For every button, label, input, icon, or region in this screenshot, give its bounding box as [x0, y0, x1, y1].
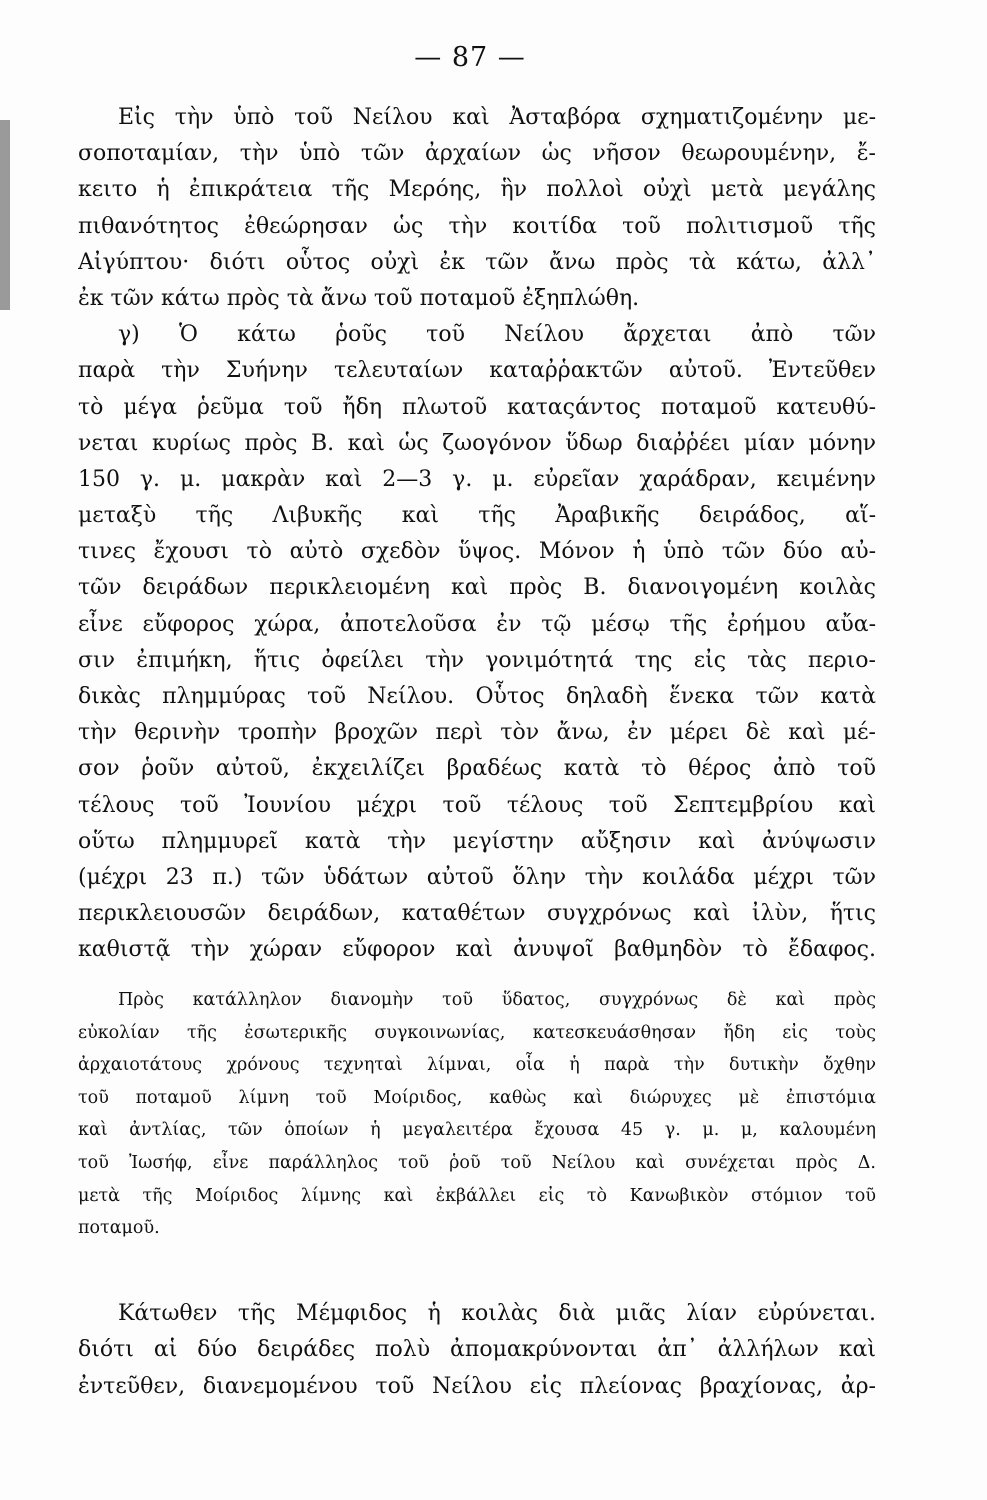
- text-line: Κάτωθεν τῆς Μέμφιδος ἡ κοιλὰς διὰ μιᾶς λίαν εὐρύνεται.: [118, 1301, 876, 1326]
- text-line: 150 γ. μ. μακρὰν καὶ 2—3 γ. μ. εὐρεῖαν χαράδραν, κειμένην: [78, 466, 876, 492]
- text-line: δικὰς πλημμύρας τοῦ Νείλου. Οὗτος δηλαδὴ ἕνεκα τῶν κατὰ: [78, 684, 876, 709]
- text-line: καθιστᾷ τὴν χώραν εὔφορον καὶ ἀνυψοῖ βαθμηδὸν τὸ ἔδαφος.: [78, 937, 876, 963]
- text-line: νεται κυρίως πρὸς Β. καὶ ὡς ζωογόνον ὕδωρ διαῤῥέει μίαν μόνην: [78, 430, 876, 456]
- text-line: ἐντεῦθεν, διανεμομένου τοῦ Νείλου εἰς πλείονας βραχίονας, ἀρ-: [78, 1373, 876, 1399]
- main-paragraph: [78, 100, 876, 969]
- text-line: Αἰγύπτου· διότι οὗτος οὐχὶ ἐκ τῶν ἄνω πρὸς τὰ κάτω, ἀλλ᾽: [78, 249, 876, 275]
- page-edge-shadow: [0, 120, 10, 310]
- text-line: τοῦ ποταμοῦ λίμνη τοῦ Μοίριδος, καθὼς καὶ διώρυχες μὲ ἐπιστόμια: [78, 1087, 876, 1108]
- text-line: σοποταμίαν, τὴν ὑπὸ τῶν ἀρχαίων ὡς νῆσον θεωρουμένην, ἔ-: [78, 141, 876, 167]
- text-line: Πρὸς κατάλληλον διανομὴν τοῦ ὕδατος, συγχρόνως δὲ καὶ πρὸς: [118, 990, 876, 1010]
- text-line: ἐκ τῶν κάτω πρὸς τὰ ἄνω τοῦ ποταμοῦ ἐξηπλώθη.: [78, 285, 640, 311]
- text-line: τὴν θερινὴν τροπὴν βροχῶν περὶ τὸν ἄνω, ἐν μέρει δὲ καὶ μέ-: [78, 720, 876, 746]
- text-line: σον ῥοῦν αὐτοῦ, ἐκχειλίζει βραδέως κατὰ τὸ θέρος ἀπὸ τοῦ: [78, 756, 876, 782]
- text-line: πιθανότητος ἐθεώρησαν ὡς τὴν κοιτίδα τοῦ πολιτισμοῦ τῆς: [78, 213, 876, 239]
- text-line: διότι αἱ δύο δειράδες πολὺ ἀπομακρύνονται ἀπ᾽ ἀλλήλων καὶ: [78, 1337, 876, 1363]
- text-line: οὕτω πλημμυρεῖ κατὰ τὴν μεγίστην αὔξησιν καὶ ἀνύψωσιν: [78, 828, 876, 854]
- text-line: μετὰ τῆς Μοίριδος λίμνης καὶ ἐκβάλλει εἰς τὸ Κανωβικὸν στόμιον τοῦ: [78, 1185, 876, 1206]
- text-line: Εἰς τὴν ὑπὸ τοῦ Νείλου καὶ Ἀσταβόρα σχηματιζομένην με-: [118, 105, 876, 130]
- text-line: παρὰ τὴν Συήνην τελευταίων καταῤῥακτῶν αὐτοῦ. Ἐντεῦθεν: [78, 358, 876, 384]
- text-line: τοῦ Ἰωσήφ, εἶνε παράλληλος τοῦ ῥοῦ τοῦ Νείλου καὶ συνέχεται πρὸς Δ.: [78, 1152, 876, 1173]
- text-line: τὸ μέγα ῥεῦμα τοῦ ἤδη πλωτοῦ καταςάντος ποταμοῦ κατευθύ-: [78, 394, 876, 420]
- text-line: τινες ἔχουσι τὸ αὐτὸ σχεδὸν ὕψος. Μόνον ἡ ὑπὸ τῶν δύο αὐ-: [78, 539, 876, 565]
- text-line: (μέχρι 23 π.) τῶν ὑδάτων αὐτοῦ ὅλην τὴν κοιλάδα μέχρι τῶν: [78, 864, 876, 890]
- text-line: ἀρχαιοτάτους χρόνους τεχνηταὶ λίμναι, οἷα ἡ παρὰ τὴν δυτικὴν ὄχθην: [78, 1055, 876, 1076]
- text-line: μεταξὺ τῆς Λιβυκῆς καὶ τῆς Ἀραβικῆς δειράδος, αἵ-: [78, 503, 876, 529]
- text-line: τῶν δειράδων περικλειομένη καὶ πρὸς Β. διανοιγομένη κοιλὰς: [78, 575, 876, 601]
- closing-paragraph: [78, 1296, 876, 1405]
- small-paragraph: [78, 984, 876, 1245]
- text-line: σιν ἐπιμήκη, ἥτις ὀφείλει τὴν γονιμότητά της εἰς τὰς περιο-: [78, 647, 876, 673]
- text-line: γ) Ὁ κάτω ῥοῦς τοῦ Νείλου ἄρχεται ἀπὸ τῶν: [118, 322, 876, 348]
- text-line: κειτο ἡ ἐπικράτεια τῆς Μερόης, ἣν πολλοὶ οὐχὶ μετὰ μεγάλης: [78, 177, 876, 203]
- text-line: καὶ ἀντλίας, τῶν ὁποίων ἡ μεγαλειτέρα ἔχουσα 45 γ. μ. μ, καλουμένη: [78, 1120, 876, 1141]
- text-line: εἶνε εὔφορος χώρα, ἀποτελοῦσα ἐν τῷ μέσῳ τῆς ἐρήμου αὔα-: [78, 611, 876, 637]
- text-line: τέλους τοῦ Ἰουνίου μέχρι τοῦ τέλους τοῦ Σεπτεμβρίου καὶ: [78, 792, 876, 818]
- text-line: εὐκολίαν τῆς ἐσωτερικῆς συγκοινωνίας, κατεσκευάσθησαν ἤδη εἰς τοὺς: [78, 1022, 876, 1043]
- text-line: ποταμοῦ.: [78, 1218, 160, 1239]
- text-line: περικλειουσῶν δειράδων, καταθέτων συγχρόνως καὶ ἰλὺν, ἥτις: [78, 901, 876, 927]
- page-number: — 87 —: [414, 42, 526, 73]
